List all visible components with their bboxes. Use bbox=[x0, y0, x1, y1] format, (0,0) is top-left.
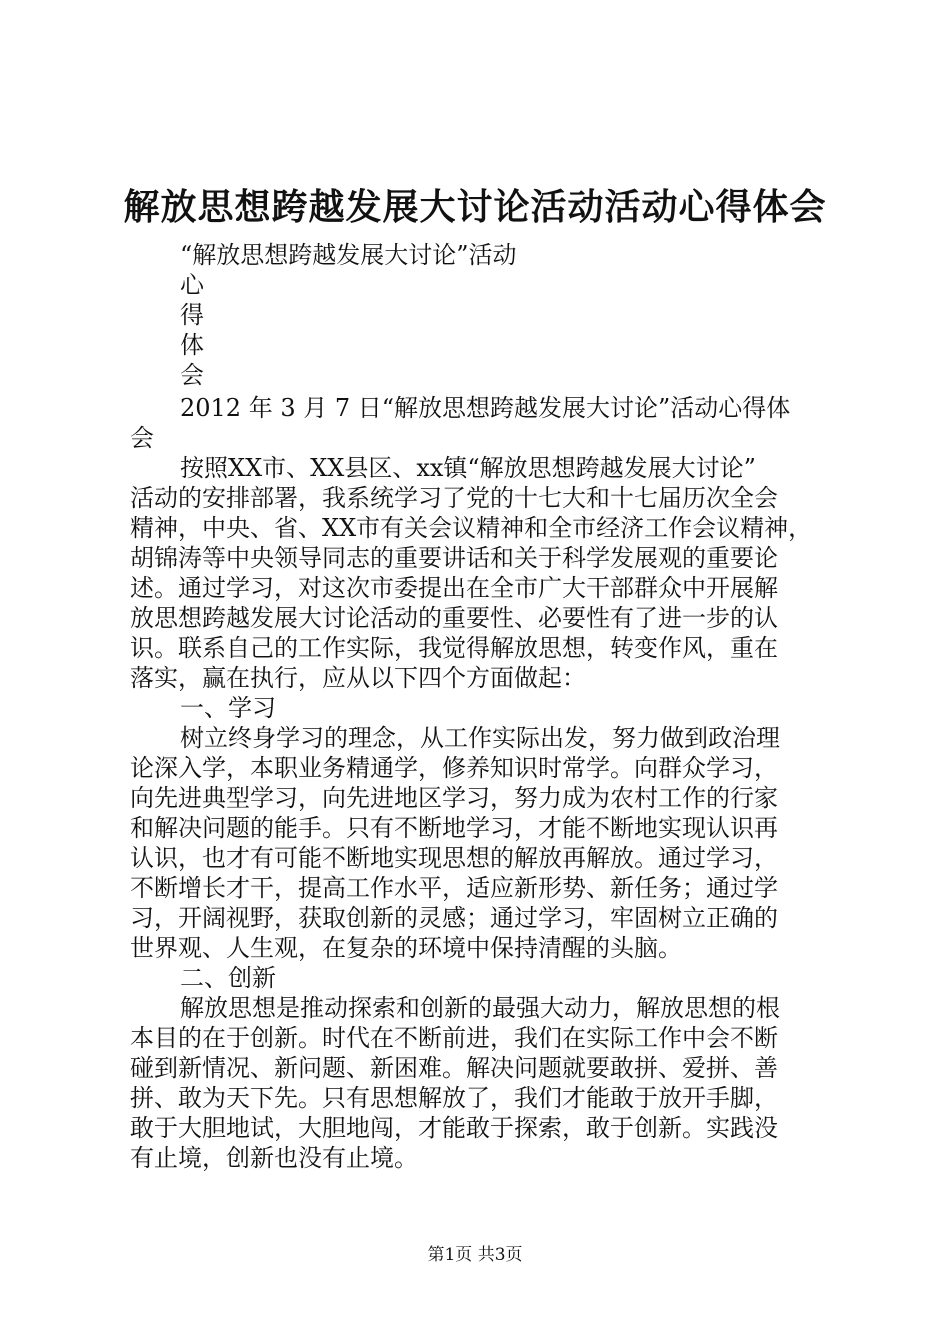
intro-line: 活动的安排部署，我系统学习了党的十七大和十七届历次全会 bbox=[130, 484, 778, 512]
subtitle-line: “解放思想跨越发展大讨论”活动 bbox=[180, 241, 517, 269]
date-line-cont: 会 bbox=[130, 424, 154, 452]
date-line: 2012 年 3 月 7 日“解放思想跨越发展大讨论”活动心得体 bbox=[180, 394, 791, 422]
page-footer: 第1页 共3页 bbox=[427, 1245, 523, 1265]
intro-line: 按照XX市、XX县区、xx镇“解放思想跨越发展大讨论” bbox=[180, 454, 756, 482]
section2-line: 敢于大胆地试，大胆地闯，才能敢于探索，敢于创新。实践没 bbox=[130, 1114, 778, 1142]
section2-line: 拼、敢为天下先。只有思想解放了，我们才能敢于放开手脚， bbox=[130, 1084, 778, 1112]
vertical-char: 心 bbox=[180, 271, 204, 299]
section2-line: 碰到新情况、新问题、新困难。解决问题就要敢拼、爱拼、善 bbox=[130, 1054, 778, 1082]
section1-line: 不断增长才干，提高工作水平，适应新形势、新任务；通过学 bbox=[130, 874, 778, 902]
section1-line: 论深入学，本职业务精通学，修养知识时常学。向群众学习， bbox=[130, 754, 778, 782]
intro-line: 放思想跨越发展大讨论活动的重要性、必要性有了进一步的认 bbox=[130, 604, 778, 632]
section2-line: 有止境，创新也没有止境。 bbox=[130, 1144, 418, 1172]
intro-line: 述。通过学习，对这次市委提出在全市广大干部群众中开展解 bbox=[130, 574, 778, 602]
section1-line: 树立终身学习的理念，从工作实际出发，努力做到政治理 bbox=[180, 724, 780, 752]
section1-line: 习，开阔视野，获取创新的灵感；通过学习，牢固树立正确的 bbox=[130, 904, 778, 932]
section2-line: 解放思想是推动探索和创新的最强大动力，解放思想的根 bbox=[180, 994, 780, 1022]
page-title: 解放思想跨越发展大讨论活动活动心得体会 bbox=[123, 186, 827, 228]
section1-line: 世界观、人生观，在复杂的环境中保持清醒的头脑。 bbox=[130, 934, 682, 962]
vertical-char: 得 bbox=[180, 301, 204, 329]
vertical-char: 体 bbox=[180, 331, 204, 359]
intro-line: 落实，赢在执行，应从以下四个方面做起： bbox=[130, 664, 586, 692]
intro-line: 识。联系自己的工作实际，我觉得解放思想，转变作风，重在 bbox=[130, 634, 778, 662]
section1-line: 向先进典型学习，向先进地区学习，努力成为农村工作的行家 bbox=[130, 784, 778, 812]
vertical-char: 会 bbox=[180, 361, 204, 389]
section2-line: 本目的在于创新。时代在不断前进，我们在实际工作中会不断 bbox=[130, 1024, 778, 1052]
intro-line: 精神，中央、省、XX市有关会议精神和全市经济工作会议精神， bbox=[130, 514, 813, 542]
section1-line: 和解决问题的能手。只有不断地学习，才能不断地实现认识再 bbox=[130, 814, 778, 842]
intro-line: 胡锦涛等中央领导同志的重要讲话和关于科学发展观的重要论 bbox=[130, 544, 778, 572]
section1-line: 认识，也才有可能不断地实现思想的解放再解放。通过学习， bbox=[130, 844, 778, 872]
section-heading-study: 一、学习 bbox=[180, 694, 276, 722]
section-heading-innovation: 二、创新 bbox=[180, 964, 276, 992]
